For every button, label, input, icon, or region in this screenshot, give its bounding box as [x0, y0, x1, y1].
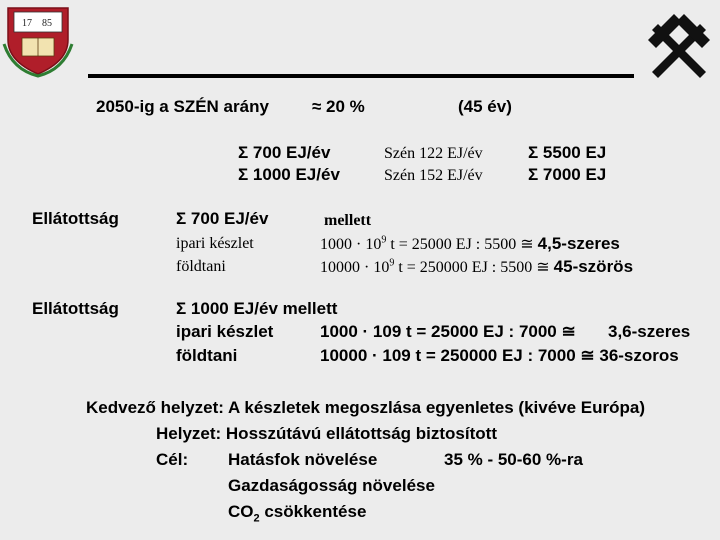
total-line-1: Σ 5500 EJ — [528, 143, 607, 162]
total-line-2: Σ 7000 EJ — [528, 165, 607, 184]
block1-row1-calc: $1000 \cdot 10^9$ t = 25000 EJ : 5500 ≅ 4,5-szeres — [320, 234, 620, 253]
header-years: (45 év) — [458, 97, 512, 116]
block2-label: Ellátottság — [32, 299, 119, 318]
summary-cel-3: $CO_2$ csökkentése — [228, 502, 367, 525]
crossed-hammers-icon — [646, 12, 712, 78]
block2-row2-calc: 10000 · 109 t = 250000 EJ : 7000 ≅ 36-szoros — [320, 346, 679, 365]
block1-row1-result: 4,5-szeres — [537, 234, 620, 253]
summary-cel-2: Gazdaságosság növelése — [228, 476, 435, 495]
block2-row1-calc: 1000 · 109 t = 25000 EJ : 7000 ≅ — [320, 322, 576, 341]
header-title: 2050-ig a SZÉN arány — [96, 97, 269, 116]
block1-row2-calc: $10000 \cdot 10^9$ t = 250000 EJ : 5500 ≅ 45-szörös — [320, 257, 634, 276]
block1-row2-result: 45-szörös — [553, 257, 634, 276]
summary-cel-1-value: 35 % - 50-60 %-ra — [444, 450, 583, 469]
header-divider — [88, 74, 634, 78]
block2-row1-label: ipari készlet — [176, 322, 274, 341]
block2-row2-label: földtani — [176, 346, 238, 365]
crest-year-right: 85 — [42, 18, 52, 29]
block1-label: Ellátottság — [32, 209, 119, 228]
crest-year-left: 17 — [22, 18, 32, 29]
block1-row2-label: földtani — [176, 258, 226, 275]
block2-sum: Σ 1000 EJ/év mellett — [176, 299, 338, 318]
summary-line-2: Helyzet: Hosszútávú ellátottság biztosított — [156, 424, 497, 443]
szen-line-2: Szén 152 EJ/év — [384, 167, 483, 184]
header-approx-share: ≈ 20 % — [312, 97, 365, 116]
sum-line-1: Σ 700 EJ/év — [238, 143, 331, 162]
summary-line-1: Kedvező helyzet: A készletek megoszlása egyenletes (kivéve Európa) — [86, 398, 646, 417]
block1-row1-label: ipari készlet — [176, 235, 254, 252]
block2-row1-result: 3,6-szeres — [608, 322, 691, 341]
sum-line-2: Σ 1000 EJ/év — [238, 165, 340, 184]
university-crest-logo — [2, 4, 74, 78]
block1-sum: Σ 700 EJ/év — [176, 209, 269, 228]
block1-mellett: mellett — [324, 212, 372, 229]
summary-cel-1: Hatásfok növelése — [228, 450, 378, 469]
szen-line-1: Szén 122 EJ/év — [384, 145, 483, 162]
summary-cel-label: Cél: — [156, 450, 189, 469]
